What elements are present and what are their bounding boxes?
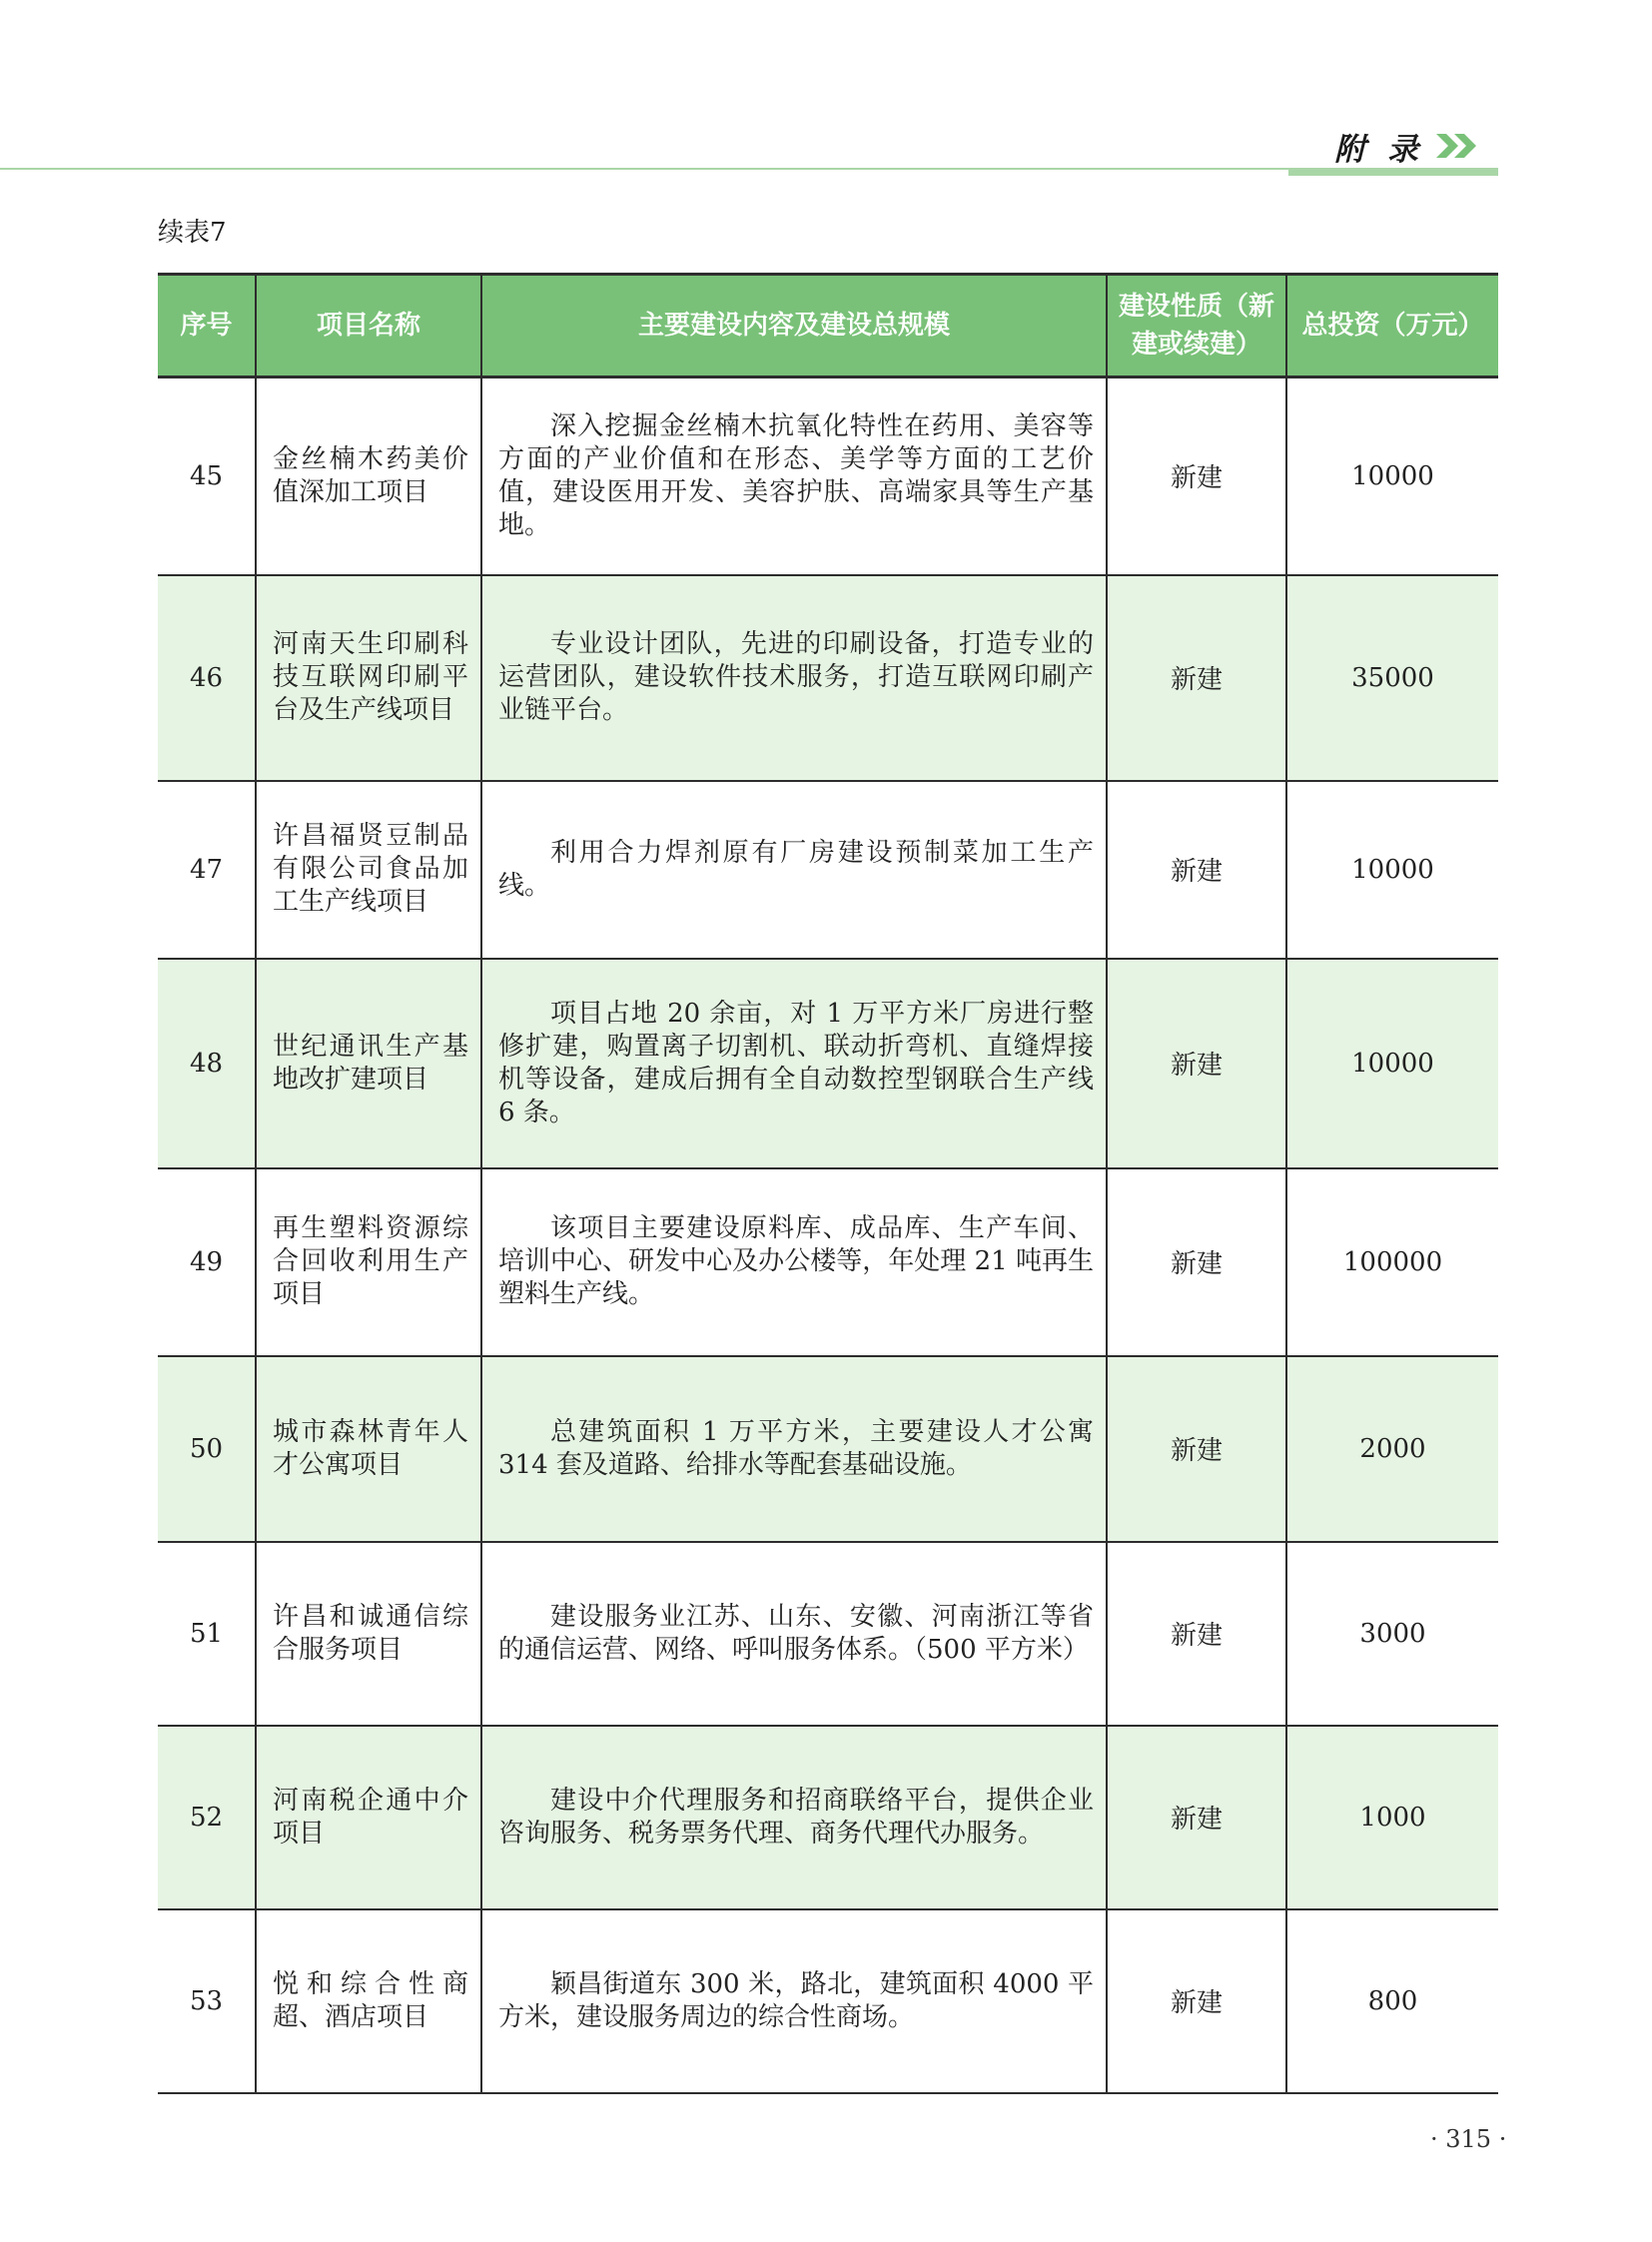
row-no: 52 bbox=[158, 1726, 256, 1909]
row-desc: 建设服务业江苏、山东、安徽、河南浙江等省的通信运营、网络、呼叫服务体系。（500 平方米） bbox=[481, 1542, 1107, 1726]
row-no: 53 bbox=[158, 1909, 256, 2093]
row-name: 悦和综合性商超、酒店项目 bbox=[256, 1909, 481, 2093]
row-desc: 总建筑面积 1 万平方米，主要建设人才公寓 314 套及道路、给排水等配套基础设施。 bbox=[481, 1356, 1107, 1542]
table-row bbox=[158, 377, 1498, 575]
row-type: 新建 bbox=[1107, 1726, 1286, 1909]
col-header-amount: 总投资（万元） bbox=[1286, 275, 1498, 377]
table-row bbox=[158, 781, 1498, 959]
row-amount: 3000 bbox=[1286, 1542, 1498, 1726]
row-no: 49 bbox=[158, 1168, 256, 1356]
row-no: 46 bbox=[158, 575, 256, 781]
row-name: 河南天生印刷科技互联网印刷平台及生产线项目 bbox=[256, 575, 481, 781]
row-amount: 10000 bbox=[1286, 959, 1498, 1168]
row-desc: 深入挖掘金丝楠木抗氧化特性在药用、美容等方面的产业价值和在形态、美学等方面的工艺价值，建设医用开发、美容护肤、高端家具等生产基地。 bbox=[481, 377, 1107, 575]
row-name: 城市森林青年人才公寓项目 bbox=[256, 1356, 481, 1542]
row-amount: 1000 bbox=[1286, 1726, 1498, 1909]
row-desc: 该项目主要建设原料库、成品库、生产车间、培训中心、研发中心及办公楼等，年处理 21 吨再生塑料生产线。 bbox=[481, 1168, 1107, 1356]
row-name: 再生塑料资源综合回收利用生产项目 bbox=[256, 1168, 481, 1356]
row-no: 47 bbox=[158, 781, 256, 959]
row-type: 新建 bbox=[1107, 959, 1286, 1168]
table-caption: 续表7 bbox=[158, 218, 227, 248]
col-header-type: 建设性质（新建或续建） bbox=[1107, 275, 1286, 377]
table-row bbox=[158, 1356, 1498, 1542]
row-amount: 10000 bbox=[1286, 377, 1498, 575]
row-name: 河南税企通中介项目 bbox=[256, 1726, 481, 1909]
table-header-row bbox=[158, 275, 1498, 377]
section-title: 附录 bbox=[1334, 132, 1440, 168]
row-name: 许昌和诚通信综合服务项目 bbox=[256, 1542, 481, 1726]
row-type: 新建 bbox=[1107, 1168, 1286, 1356]
double-chevron-icon bbox=[1434, 132, 1480, 160]
row-desc: 项目占地 20 余亩，对 1 万平方米厂房进行整修扩建，购置离子切割机、联动折弯机、直缝焊接机等设备，建成后拥有全自动数控型钢联合生产线 6 条。 bbox=[481, 959, 1107, 1168]
row-type: 新建 bbox=[1107, 781, 1286, 959]
row-desc: 颖昌街道东 300 米，路北，建筑面积 4000 平方米，建设服务周边的综合性商场。 bbox=[481, 1909, 1107, 2093]
row-no: 48 bbox=[158, 959, 256, 1168]
table-row bbox=[158, 575, 1498, 781]
row-no: 50 bbox=[158, 1356, 256, 1542]
row-amount: 100000 bbox=[1286, 1168, 1498, 1356]
row-type: 新建 bbox=[1107, 377, 1286, 575]
header-rule bbox=[0, 168, 1498, 170]
row-no: 51 bbox=[158, 1542, 256, 1726]
row-type: 新建 bbox=[1107, 575, 1286, 781]
col-header-name: 项目名称 bbox=[256, 275, 481, 377]
row-name: 世纪通讯生产基地改扩建项目 bbox=[256, 959, 481, 1168]
table-row bbox=[158, 1542, 1498, 1726]
project-table bbox=[158, 273, 1498, 2094]
row-type: 新建 bbox=[1107, 1356, 1286, 1542]
row-desc: 利用合力焊剂原有厂房建设预制菜加工生产线。 bbox=[481, 781, 1107, 959]
header-band bbox=[1288, 168, 1498, 176]
row-amount: 2000 bbox=[1286, 1356, 1498, 1542]
row-desc: 专业设计团队，先进的印刷设备，打造专业的运营团队，建设软件技术服务，打造互联网印刷产业链平台。 bbox=[481, 575, 1107, 781]
col-header-no: 序号 bbox=[158, 275, 256, 377]
table-row bbox=[158, 1909, 1498, 2093]
row-amount: 800 bbox=[1286, 1909, 1498, 2093]
table-row bbox=[158, 1168, 1498, 1356]
row-name: 许昌福贤豆制品有限公司食品加工生产线项目 bbox=[256, 781, 481, 959]
page-number: · 315 · bbox=[1430, 2125, 1507, 2153]
table-row bbox=[158, 1726, 1498, 1909]
col-header-desc: 主要建设内容及建设总规模 bbox=[481, 275, 1107, 377]
row-no: 45 bbox=[158, 377, 256, 575]
row-name: 金丝楠木药美价值深加工项目 bbox=[256, 377, 481, 575]
row-type: 新建 bbox=[1107, 1909, 1286, 2093]
row-type: 新建 bbox=[1107, 1542, 1286, 1726]
row-amount: 10000 bbox=[1286, 781, 1498, 959]
table-row bbox=[158, 959, 1498, 1168]
row-desc: 建设中介代理服务和招商联络平台，提供企业咨询服务、税务票务代理、商务代理代办服务。 bbox=[481, 1726, 1107, 1909]
row-amount: 35000 bbox=[1286, 575, 1498, 781]
